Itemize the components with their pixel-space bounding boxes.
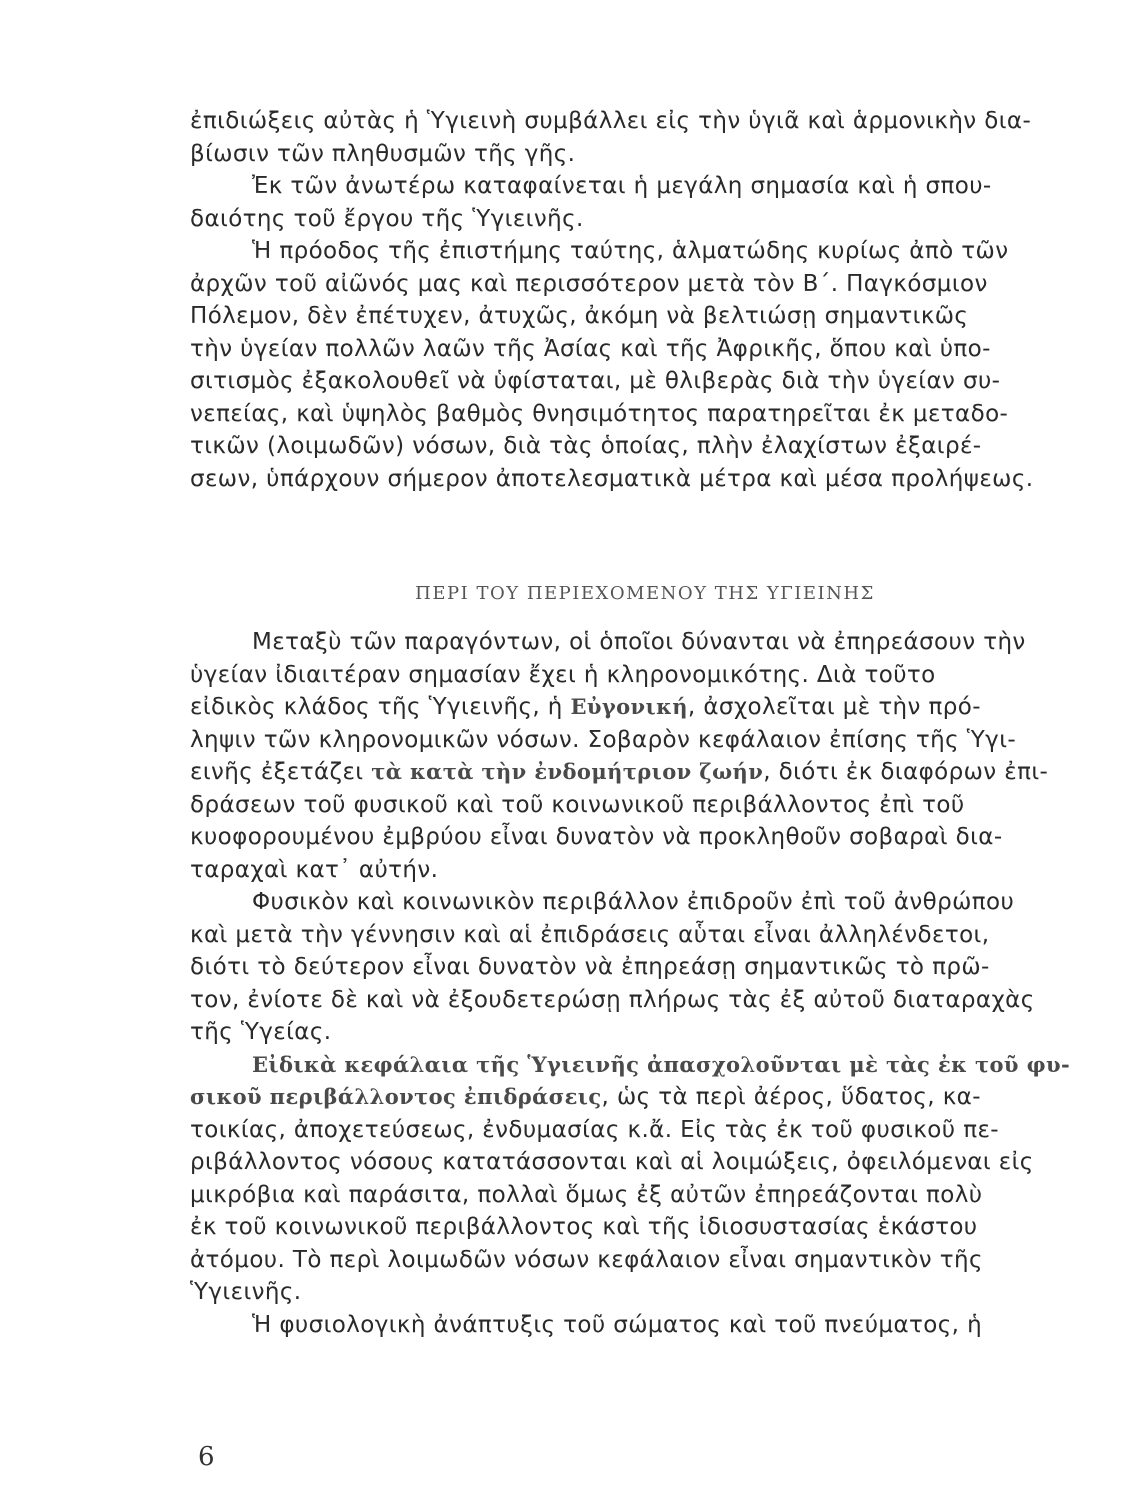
text-line: ἐπιδιώξεις αὐτὰς ἡ Ὑγιεινὴ συμβάλλει εἰς τὴν ὑγιᾶ καὶ ἁρμονικὴν δια- xyxy=(190,108,1032,134)
text-line: καὶ μετὰ τὴν γέννησιν καὶ αἱ ἐπιδράσεις αὗται εἶναι ἀλληλένδετοι, xyxy=(190,921,990,948)
emphasis-special-chapters: Εἰδικὰ κεφάλαια τῆς Ὑγιεινῆς ἀπασχολοῦνται μὲ τὰς ἐκ τοῦ φυ- xyxy=(252,1051,1071,1077)
text-line: τοικίας, ἀποχετεύσεως, ἐνδυμασίας κ.ἄ. Εἰς τὰς ἐκ τοῦ φυσικοῦ πε- xyxy=(190,1116,999,1143)
text-line xyxy=(190,1049,1100,1082)
text-line: Φυσικὸν καὶ κοινωνικὸν περιβάλλον ἐπιδροῦν ἐπὶ τοῦ ἀνθρώπου xyxy=(252,889,1015,915)
text-line: Ἡ φυσιολογικὴ ἀνάπτυξις τοῦ σώματος καὶ τοῦ πνεύματος, ἡ xyxy=(252,1311,983,1338)
text-line: τον, ἐνίοτε δὲ καὶ νὰ ἐξουδετερώσῃ πλήρως τὰς ἐξ αὐτοῦ διαταραχὰς xyxy=(190,986,1035,1013)
section-heading: ΠΕΡΙ ΤΟΥ ΠΕΡΙΕΧΟΜΕΝΟΥ ΤΗΣ ΥΓΙΕΙΝΗΣ xyxy=(415,583,875,604)
text-line: δαιότης τοῦ ἔργου τῆς Ὑγιεινῆς. xyxy=(190,205,584,232)
bottom-text-block xyxy=(190,626,1100,1341)
text-line: ἐκ τοῦ κοινωνικοῦ περιβάλλοντος καὶ τῆς ἰδιοσυστασίας ἑκάστου xyxy=(190,1214,978,1240)
text-line: κυοφορουμένου ἐμβρύου εἶναι δυνατὸν νὰ προκληθοῦν σοβαραὶ δια- xyxy=(190,824,1003,850)
text-line: ριβάλλοντος νόσους κατατάσσονται καὶ αἱ λοιμώξεις, ὀφειλόμεναι εἰς xyxy=(190,1149,1034,1175)
text-line: τῆς Ὑγείας. xyxy=(190,1019,332,1045)
emphasis-environment: σικοῦ περιβάλλοντος ἐπιδράσεις xyxy=(190,1084,602,1109)
text-line: τὴν ὑγείαν πολλῶν λαῶν τῆς Ἀσίας καὶ τῆς Ἀφρικῆς, ὅπου καὶ ὑπο- xyxy=(190,335,991,362)
text-line: σικοῦ περιβάλλοντος ἐπιδράσεις , ὡς τὰ περὶ ἀέρος, ὕδατος, κα- xyxy=(190,1081,1100,1114)
text-line: Ἐκ τῶν ἀνωτέρω καταφαίνεται ἡ μεγάλη σημασία καὶ ἡ σπου- xyxy=(252,173,992,199)
page-number: 6 xyxy=(198,1442,215,1472)
text-line: νεπείας, καὶ ὑψηλὸς βαθμὸς θνησιμότητος παρατηρεῖται ἐκ μεταδο- xyxy=(190,400,1009,427)
text-line: ἀρχῶν τοῦ αἰῶνός μας καὶ περισσότερον μετὰ τὸν Β΄. Παγκόσμιον xyxy=(190,270,988,297)
text-line: βίωσιν τῶν πληθυσμῶν τῆς γῆς. xyxy=(190,140,576,167)
text-line: ληψιν τῶν κληρονομικῶν νόσων. Σοβαρὸν κεφάλαιον ἐπίσης τῆς Ὑγι- xyxy=(190,726,1017,753)
text-line: Ὑγιεινῆς. xyxy=(190,1279,302,1305)
text-line: ἀτόμου. Τὸ περὶ λοιμωδῶν νόσων κεφάλαιον εἶναι σημαντικὸν τῆς xyxy=(190,1246,983,1273)
text-line: εἰδικὸς κλάδος τῆς Ὑγιεινῆς, ἡ Εὐγονική , ἀσχολεῖται μὲ τὴν πρό- xyxy=(190,691,1100,724)
text-line: δράσεων τοῦ φυσικοῦ καὶ τοῦ κοινωνικοῦ περιβάλλοντος ἐπὶ τοῦ xyxy=(190,791,965,818)
text-line: εινῆς ἐξετάζει τὰ κατὰ τὴν ἐνδομήτριον ζωήν , διότι ἐκ διαφόρων ἐπι- xyxy=(190,756,1100,789)
top-text-block xyxy=(190,105,1100,495)
text-line: σεων, ὑπάρχουν σήμερον ἀποτελεσματικὰ μέτρα καὶ μέσα προλήψεως. xyxy=(190,465,1034,492)
text-line: Μεταξὺ τῶν παραγόντων, οἱ ὁποῖοι δύνανται νὰ ἐπηρεάσουν τὴν xyxy=(252,629,1026,655)
text-line: Πόλεμον, δὲν ἐπέτυχεν, ἀτυχῶς, ἀκόμη νὰ βελτιώσῃ σημαντικῶς xyxy=(190,303,969,329)
emphasis-eugenics: Εὐγονική xyxy=(570,694,688,719)
text-line: σιτισμὸς ἐξακολουθεῖ νὰ ὑφίσταται, μὲ θλιβερὰς διὰ τὴν ὑγείαν συ- xyxy=(190,368,1001,394)
text-line: τικῶν (λοιμωδῶν) νόσων, διὰ τὰς ὁποίας, πλὴν ἐλαχίστων ἐξαιρέ- xyxy=(190,433,982,459)
text-line: ταραχαὶ κατ᾽ αὐτήν. xyxy=(190,856,439,883)
emphasis-intrauterine-life: τὰ κατὰ τὴν ἐνδομήτριον ζωήν xyxy=(371,759,764,784)
text-line: Ἡ πρόοδος τῆς ἐπιστήμης ταύτης, ἁλματώδης κυρίως ἀπὸ τῶν xyxy=(252,238,1009,264)
text-line: διότι τὸ δεύτερον εἶναι δυνατὸν νὰ ἐπηρεάσῃ σημαντικῶς τὸ πρῶ- xyxy=(190,954,990,980)
text-line: μικρόβια καὶ παράσιτα, πολλαὶ ὅμως ἐξ αὐτῶν ἐπηρεάζονται πολὺ xyxy=(190,1181,983,1208)
text-line: ὑγείαν ἰδιαιτέραν σημασίαν ἔχει ἡ κληρονομικότης. Διὰ τοῦτο xyxy=(190,661,936,688)
